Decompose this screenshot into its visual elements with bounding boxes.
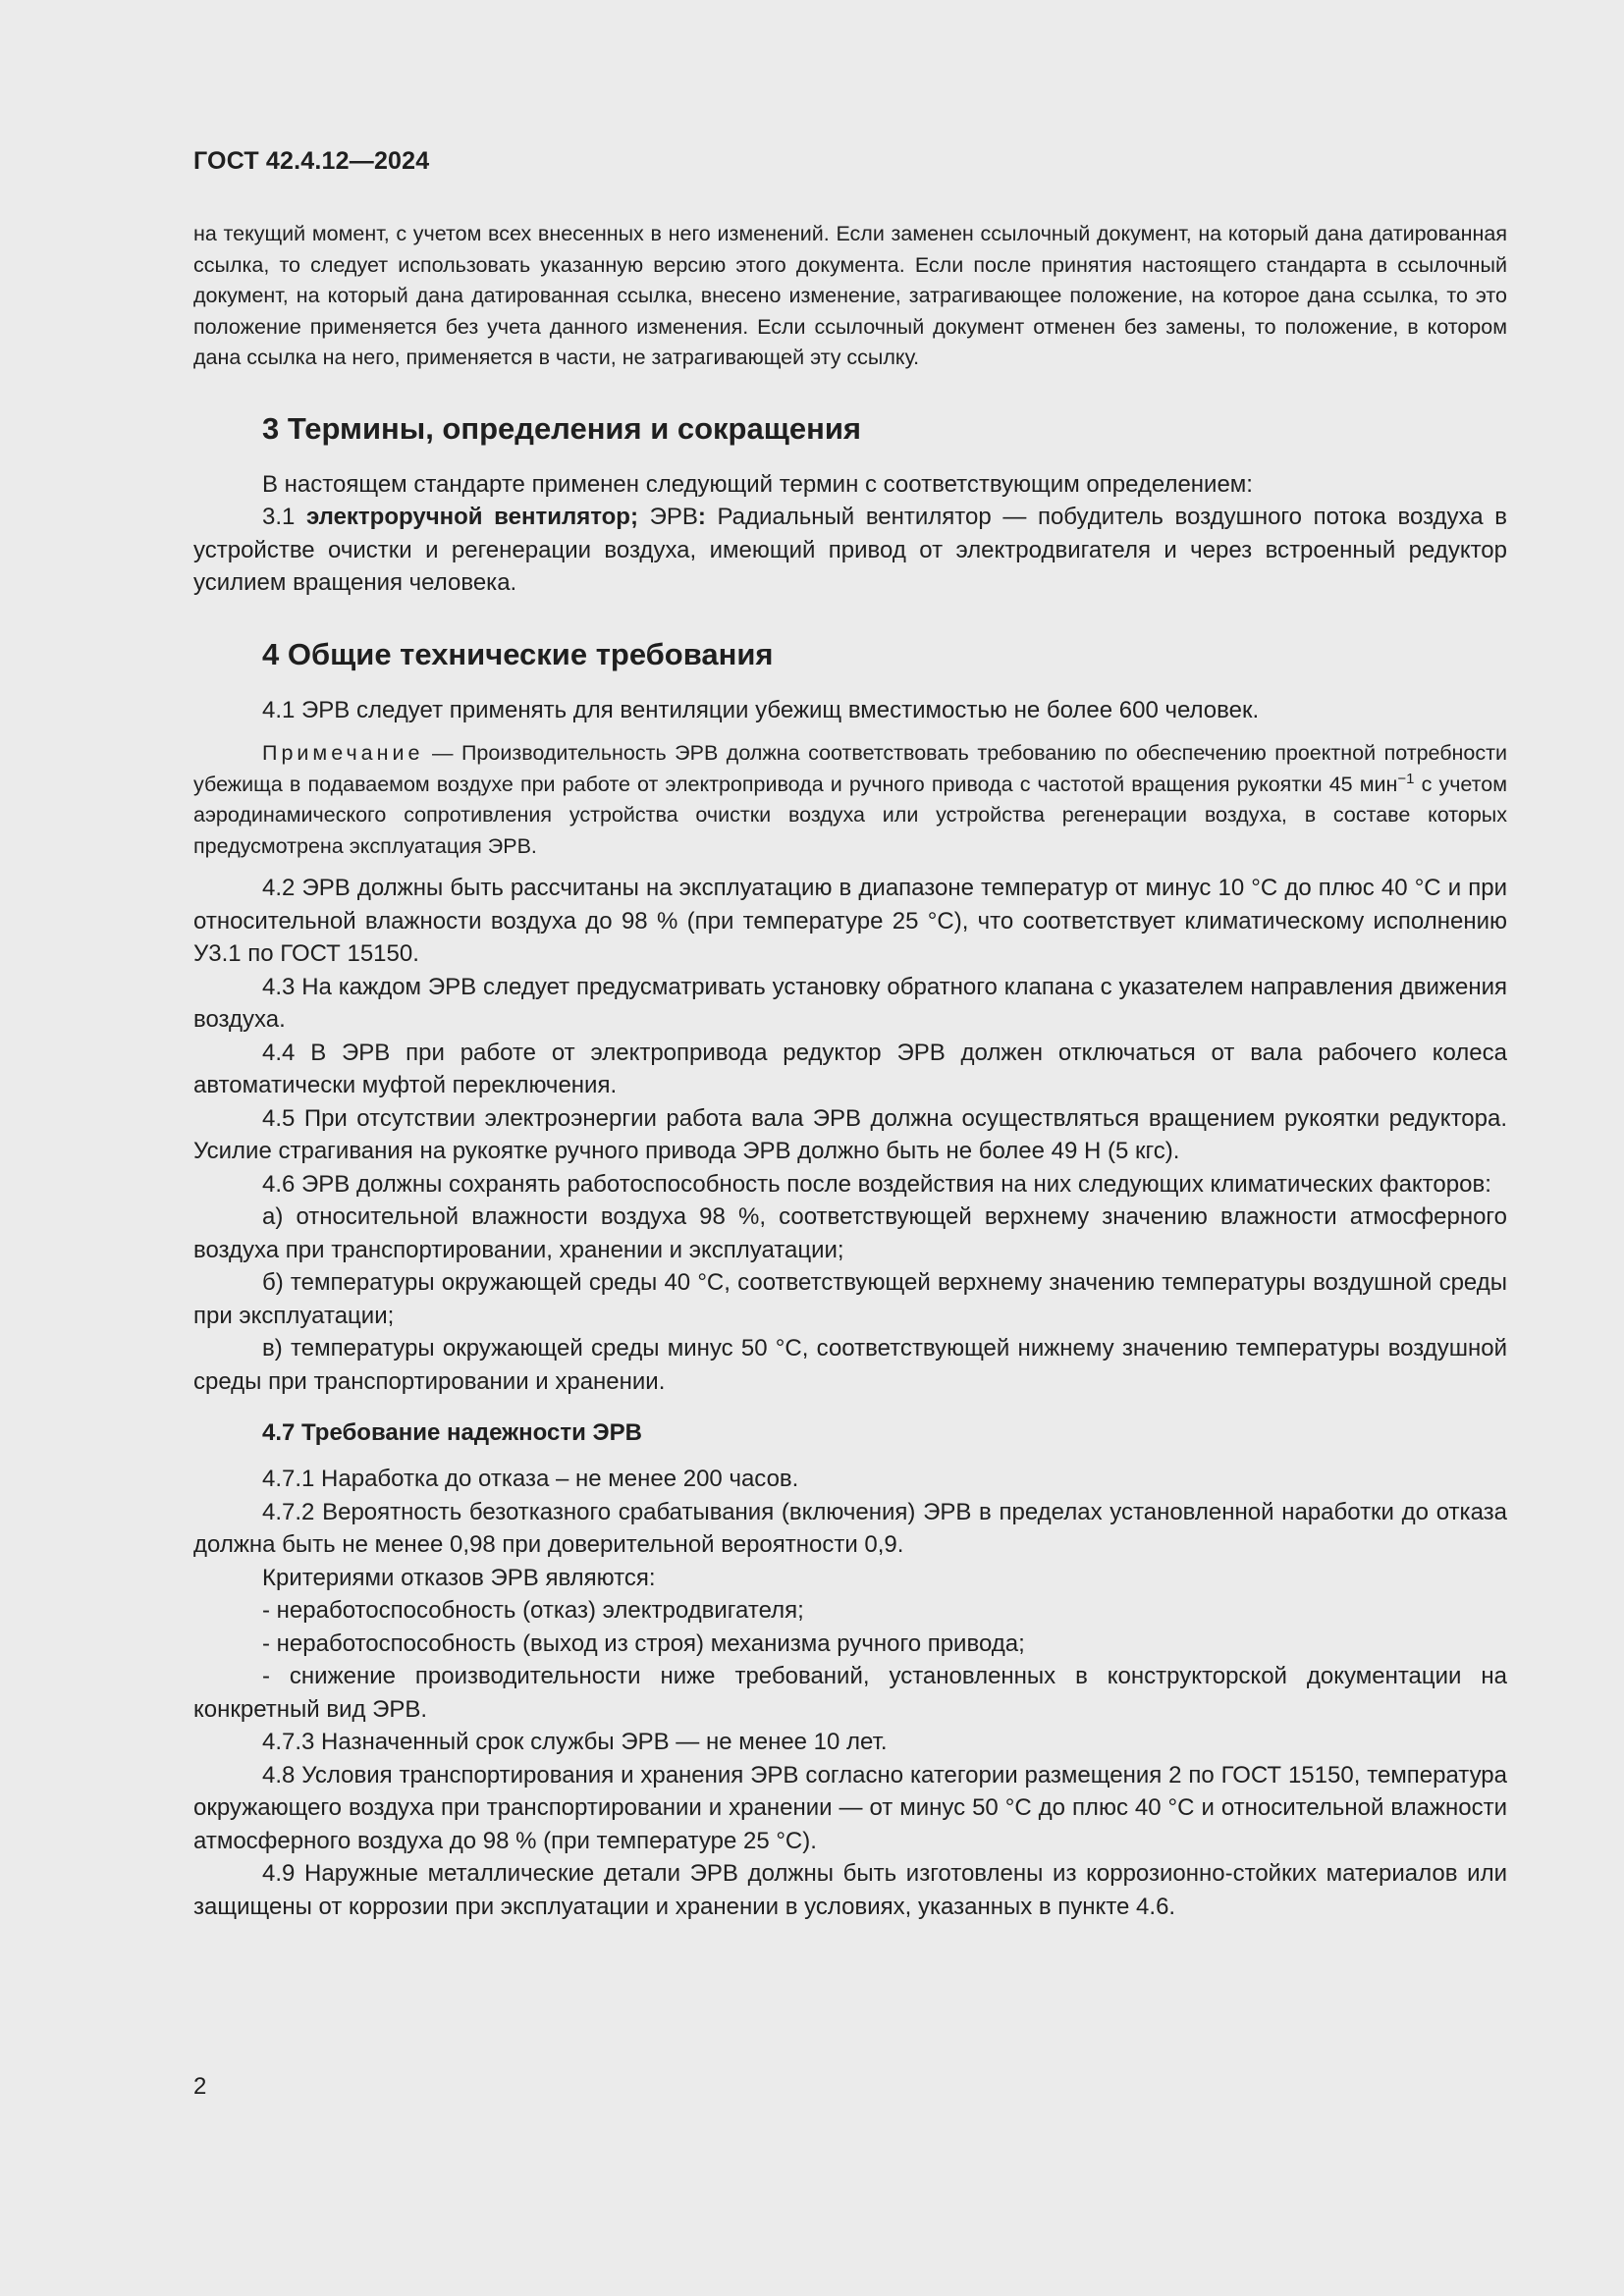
note-4-1 [193,738,1507,862]
para-4-2: 4.2 ЭРВ должны быть рассчитаны на эксплуатацию в диапазоне температур от минус 10 °С до плюс 40 °С и при относительной влажности воздуха до 98 % (при температуре 25 °С), что соответствует климатическому исполнению У3.1 по ГОСТ 15150. [193,875,1507,967]
note-label: Примечание [262,741,424,765]
criteria-item-3: - снижение производительности ниже требований, установленных в конструкторской документации на конкретный вид ЭРВ. [193,1663,1507,1723]
para-4-8: 4.8 Условия транспортирования и хранения ЭРВ согласно категории размещения 2 по ГОСТ 15150, температура окружающего воздуха при транспортировании и хранении — от минус 50 °С до плюс 40 °С и относительной влажности атмосферного воздуха до 98 % (при температуре 25 °С). [193,1761,1507,1854]
document-page [193,147,1507,1923]
criteria-intro: Критериями отказов ЭРВ являются: [262,1564,656,1591]
para-4-3: 4.3 На каждом ЭРВ следует предусматривать установку обратного клапана с указателем направления движения воздуха. [193,973,1507,1033]
para-4-7-2: 4.7.2 Вероятность безотказного срабатывания (включения) ЭРВ в пределах установленной наработки до отказа должна быть не менее 0,98 при доверительной вероятности 0,9. [193,1498,1507,1558]
intro-paragraph: на текущий момент, с учетом всех внесенных в него изменений. Если заменен ссылочный документ, на который дана датированная ссылка, то следует использовать указанную версию этого документа. Если после принятия настоящего стандарта в ссылочный документ, на который дана датированная ссылка, внесено изменение, затрагивающее положение, на которое дана ссылка, то это положение применяется без учета данного изменения. Если ссылочный документ отменен без замены, то положение, в котором дана ссылка на него, применяется в части, не затрагивающей эту ссылку. [193,222,1507,369]
page-number: 2 [193,2073,207,2100]
para-4-1: 4.1 ЭРВ следует применять для вентиляции убежищ вместимостью не более 600 человек. [262,696,1260,723]
para-4-5: 4.5 При отсутствии электроэнергии работа вала ЭРВ должна осуществляться вращением рукоятки редуктора. Усилие страгивания на рукоятке ручного привода ЭРВ должно быть не более 49 Н (5 кгс). [193,1104,1507,1164]
term-3-1 [193,501,1507,600]
para-4-6-b: б) температуры окружающей среды 40 °С, соответствующей верхнему значению температуры воздушной среды при эксплуатации; [193,1269,1507,1329]
para-4-6: 4.6 ЭРВ должны сохранять работоспособность после воздействия на них следующих климатических факторов: [262,1170,1491,1198]
para-4-4: 4.4 В ЭРВ при работе от электропривода редуктор ЭРВ должен отключаться от вала рабочего колеса автоматически муфтой переключения. [193,1039,1507,1098]
term-name: электроручной вентилятор; [305,504,638,530]
section-3-heading: 3 Термины, определения и сокращения [262,410,861,446]
section-3-intro: В настоящем стандарте применен следующий термин с соответствующим определением: [262,470,1253,498]
criteria-item-2: - неработоспособность (выход из строя) механизма ручного привода; [262,1629,1025,1657]
para-4-7-3: 4.7.3 Назначенный срок службы ЭРВ — не менее 10 лет. [262,1729,888,1755]
note-superscript: −1 [1397,770,1415,787]
note-text-1: — Производительность ЭРВ должна соответствовать требованию по обеспечению проектной потребности убежища в подаваемом воздухе при работе от электропривода и ручного привода с частотой вращения рукоятки 45 мин [193,741,1507,796]
para-4-6-a: а) относительной влажности воздуха 98 %, соответствующей верхнему значению влажности атмосферного воздуха при транспортировании, хранении и эксплуатации; [193,1203,1507,1263]
heading-4-7: 4.7 Требование надежности ЭРВ [262,1419,642,1446]
term-colon: : [697,504,706,530]
para-4-6-c: в) температуры окружающей среды минус 50 °С, соответствующей нижнему значению температуры воздушной среды при транспортировании и хранении. [193,1335,1507,1395]
para-4-9: 4.9 Наружные металлические детали ЭРВ должны быть изготовлены из коррозионно-стойких материалов или защищены от коррозии при эксплуатации и хранении в условиях, указанных в пункте 4.6. [193,1860,1507,1920]
term-abbr: ЭРВ [637,504,698,530]
document-header: ГОСТ 42.4.12—2024 [193,147,430,175]
term-number: 3.1 [262,504,306,530]
section-4-heading: 4 Общие технические требования [262,636,774,671]
criteria-item-1: - неработоспособность (отказ) электродвигателя; [262,1597,804,1624]
term-definition: Радиальный вентилятор — побудитель воздушного потока воздуха в устройстве очистки и регенерации воздуха, имеющий привод от электродвигателя и через встроенный редуктор усилием вращения человека. [193,504,1507,596]
para-4-7-1: 4.7.1 Наработка до отказа – не менее 200 часов. [262,1466,799,1492]
note-text-2: с учетом аэродинамического сопротивления устройства очистки воздуха или устройства регенерации воздуха, в составе которых предусмотрена эксплуатация ЭРВ. [193,772,1507,858]
